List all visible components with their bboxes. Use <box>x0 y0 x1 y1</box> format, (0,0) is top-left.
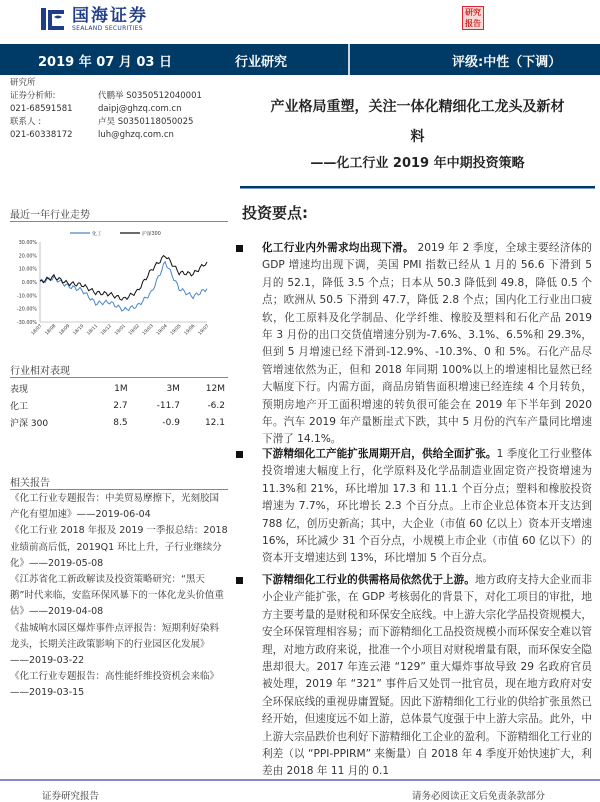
related-report-link[interactable]: 《江苏省化工新政解读及投资策略研究：“黑天鹅”时代来临，安监环保风暴下的一体化龙头价值重估》——2019-04-08 <box>10 574 224 618</box>
x-tick-label: 18/11 <box>86 323 100 337</box>
header-bar <box>0 44 600 75</box>
email-link[interactable]: luh@ghzq.com.cn <box>98 130 174 140</box>
x-tick-label: 18/07 <box>30 323 44 337</box>
divider <box>10 221 228 222</box>
performance-title: 行业相对表现 <box>10 366 70 377</box>
bullet-icon <box>236 451 243 458</box>
related-report-link[interactable]: 《化工行业专题报告：高性能纤维投资机会来临》——2019-03-15 <box>10 671 220 699</box>
x-tick-label: 19/01 <box>114 323 127 337</box>
related-reports-title: 相关报告 <box>10 478 50 489</box>
logo-mark-icon <box>40 6 66 32</box>
x-tick-label: 19/02 <box>128 323 141 337</box>
analyst-info: 研究所 证券分析师: 代鹏举 S0350512040001 021-68591581 daipj@ghzq.com.cn 联系人 : 卢昊 S0350118050025 021-60338172 luh@ghzq.com.cn <box>10 78 202 140</box>
x-tick-label: 19/07 <box>197 323 211 337</box>
y-tick-label: 20.00% <box>18 254 37 260</box>
y-tick-label: -10.00% <box>16 294 37 300</box>
table-header-row: 表现 1M 3M 12M <box>10 383 225 395</box>
report-title: 产业格局重塑，关注一体化精细化工龙头及新材 料 <box>270 99 565 145</box>
footer-left: 证券研究报告 <box>42 791 100 802</box>
x-tick-label: 19/06 <box>183 323 197 337</box>
related-report-link[interactable]: 《化工行业 2018 年报及 2019 一季报总结：2018 业绩前高后低，2019Q1 环比上升，子行业继续分化》——2019-05-08 <box>10 525 228 569</box>
performance-table <box>10 380 225 431</box>
title-divider <box>240 186 595 189</box>
table-row: 化工 2.7 -11.7 -6.2 <box>10 400 225 412</box>
legend-label: 化工 <box>92 232 102 237</box>
chart-title: 最近一年行业走势 <box>10 210 90 221</box>
company-logo: 国海证券 SEALAND SECURITIES <box>40 6 148 32</box>
legend-label: 沪深300 <box>142 232 161 237</box>
y-tick-label: 0.00% <box>21 281 37 286</box>
related-report-link[interactable]: 《化工行业专题报告：中美贸易摩擦下，光刻胶国产化有望加速》——2019-06-04 <box>10 493 220 521</box>
key-points-heading: 投资要点: <box>242 204 308 222</box>
related-report-link[interactable]: 《盐城响水园区爆炸事件点评报告：短期利好染料龙头，长期关注政策影响下的行业园区化发展》——2019-03-22 <box>10 622 220 667</box>
divider <box>10 377 228 378</box>
x-tick-label: 18/08 <box>44 323 58 337</box>
key-point-section: 下游精细化工行业的供需格局依然优于上游。地方政府支持大企业而非小企业产能扩张，在 GDP 考核弱化的背景下，对化工项目的审批，地方主要考量的是财税和环保安全底线。中上游大宗化学品投资规模大，安全环保管理相容易；而下游精细化工品投资规模小而环保安全难以管理，对地方政府来说，批准一个小项目对财税增量有限，而环保安全隐患却很大。2017 年连云港 “129” 重大爆炸事故导致 29 名政府官员被处理，2019 年 “321” 事件后又处罚一批官员，现在地方政府对安全环保底线的重视毋庸置疑。因此下游精细化工行业的供给扩张虽然已经开始，但速度远不如上游，总体景气度强于中上游大宗品。此外，中上游大宗品跌价也利好下游精细化工企业的盈利。下游精细化工行业的利差（以 “PPI-PPIRM” 来衡量）自 2018 年 4 季度开始快速扩大，利差由 2018 年 11 月的 0.1 <box>236 572 592 781</box>
x-tick-label: 19/04 <box>155 323 169 337</box>
bullet-icon <box>236 577 243 584</box>
x-tick-label: 19/03 <box>142 323 155 337</box>
series-line-hs300 <box>40 256 207 301</box>
divider <box>10 489 228 490</box>
y-tick-label: -20.00% <box>16 307 37 313</box>
industry-trend-chart <box>0 225 230 340</box>
footer-divider <box>0 779 600 781</box>
series-line-chemical <box>40 262 207 311</box>
table-row: 沪深 300 8.5 -0.9 12.1 <box>10 417 225 429</box>
rating: 评级:中性（下调） <box>452 55 562 70</box>
report-category: 行业研究 <box>235 55 288 70</box>
research-report-seal: 研究 报告 <box>462 6 484 30</box>
y-tick-label: 10.00% <box>18 267 37 273</box>
x-tick-label: 18/10 <box>72 323 86 337</box>
y-tick-label: 30.00% <box>18 241 37 246</box>
x-tick-label: 19/05 <box>169 323 183 337</box>
key-point-section: 化工行业内外需求均出现下滑。 2019 年 2 季度，全球主要经济体的 GDP 增速均出现下调，美国 PMI 指数已经从 1 月的 56.6 下滑到 5 月的 52.1，降低 3.5 个点；日本从 50.3 降低到 49.8，降低 0.5 个点；欧洲从 50.5 下滑到 47.7，降低 2.8 个点；国内化工行业出口疲软，化工原料及化学制品、化学纤维、橡胶及塑料和石化产品 2019 年 3 月份的出口交货值增速分别为-7.6%、3.1%、6.5%和 29.3%，但到 5 月增速已经下滑到-12.9%、-10.3%、0 和 5%。石化产品尽管增速依然为正，但和 2018 年同期 100%以上的增速相比显然已经大幅度下行。内需方面，商品房销售面积增速已经连续 4 个月转负，预期房地产开工面积增速的转负很可能会在 2019 年下半年到 2020 年。汽车 2019 年产量断崖式下跌，其中 5 月份的汽车产量同比增速下滑了 14.1%。 <box>236 240 592 449</box>
email-link[interactable]: daipj@ghzq.com.cn <box>98 104 182 114</box>
bullet-icon <box>236 245 243 252</box>
report-subtitle: ——化工行业 2019 年中期投资策略 <box>310 156 525 171</box>
y-tick-label: -30.00% <box>16 321 37 326</box>
report-date: 2019 年 07 月 03 日 <box>38 55 172 70</box>
related-reports-list <box>10 491 228 702</box>
x-tick-label: 18/12 <box>100 323 113 337</box>
footer-disclaimer: 请务必阅读正文后免责条款部分 <box>412 791 546 802</box>
x-tick-label: 18/09 <box>58 323 72 337</box>
key-point-section: 下游精细化工产能扩张周期开启，供给全面扩张。1 季度化工行业整体投资增速大幅度上行，化学原料及化学品制造业固定资产投资增速为 11.3%和 21%，环比增加 17.3 和 11.1 个百分点；塑料和橡胶投资增速为 7.7%，环比增长 2.3 个百分点。上市企业总体资本开支达到 788 亿，创历史新高；其中，大企业（市值 60 亿以上）资本开支增速 16%，环比减少 31 个百分点，小规模上市企业（市值 60 亿以下）的资本开支增速达到 13%，环比增加 5 个百分点。 <box>236 446 592 568</box>
